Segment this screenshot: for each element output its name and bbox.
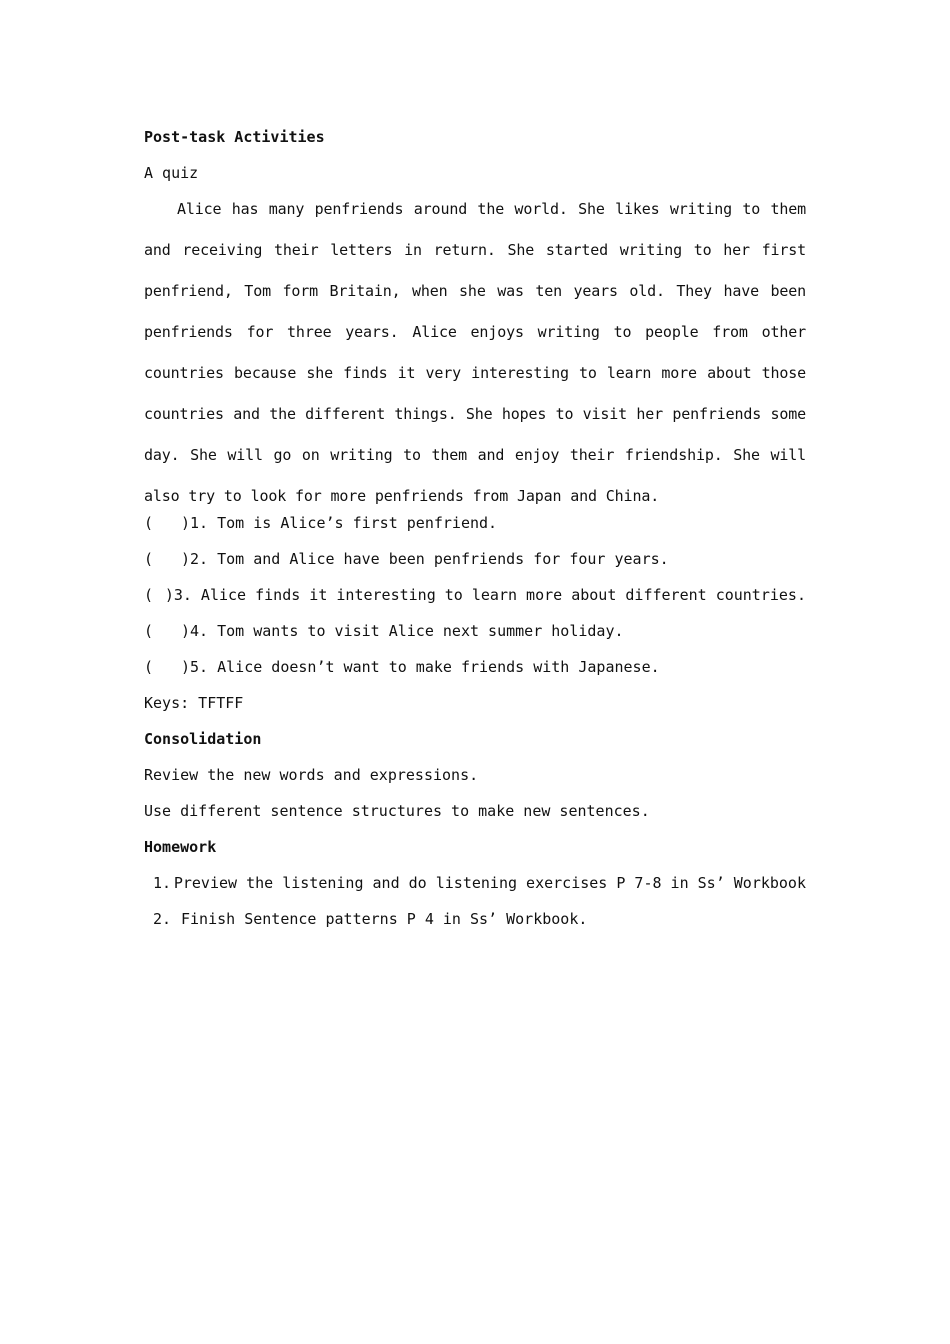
homework-item-number: 2. xyxy=(153,910,172,928)
quiz-statement: )5. Alice doesn’t want to make friends with Japanese. xyxy=(181,658,660,676)
homework-item-text: Finish Sentence patterns P 4 in Ss’ Workbook. xyxy=(181,910,588,928)
quiz-statement: )2. Tom and Alice have been penfriends for four years. xyxy=(181,550,669,568)
quiz-item xyxy=(144,584,806,606)
quiz-statement: )4. Tom wants to visit Alice next summer holiday. xyxy=(181,622,624,640)
quiz-statement: )1. Tom is Alice’s first penfriend. xyxy=(181,514,498,532)
homework-item-number: 1. xyxy=(153,874,172,892)
post-task-heading: Post-task Activities xyxy=(144,128,325,146)
quiz-item xyxy=(144,512,806,534)
quiz-subheading: A quiz xyxy=(144,164,199,182)
answer-blank: ( xyxy=(144,658,154,676)
homework-item-text: Preview the listening and do listening exercises P 7-8 in Ss’ Workbook xyxy=(173,874,806,892)
answer-blank: ( xyxy=(144,622,154,640)
document-page xyxy=(144,126,806,944)
homework-item xyxy=(144,908,806,930)
homework-item xyxy=(144,872,806,894)
quiz-item xyxy=(144,656,806,678)
quiz-item xyxy=(144,548,806,570)
consolidation-heading: Consolidation xyxy=(144,730,262,748)
consolidation-line: Review the new words and expressions. xyxy=(144,766,479,784)
answer-keys: Keys: TFTFF xyxy=(144,694,244,712)
homework-heading: Homework xyxy=(144,838,217,856)
answer-blank: ( xyxy=(144,550,154,568)
quiz-item xyxy=(144,620,806,642)
reading-passage: Alice has many penfriends around the world. She likes writing to them and receiving their letters in return. She started writing to her first penfriend, Tom form Britain, when she was ten years old. They have been penfriends for three years. Alice enjoys writing to people from other countries because she finds it very interesting to learn more about those countries and the different things. She hopes to visit her penfriends some day. She will go on writing to them and enjoy their friendship. She will also try to look for more penfriends from Japan and China. xyxy=(144,200,806,505)
consolidation-line: Use different sentence structures to make new sentences. xyxy=(144,802,650,820)
answer-blank: ( xyxy=(144,586,154,604)
quiz-statement: )3. Alice finds it interesting to learn more about different countries. xyxy=(164,586,806,604)
answer-blank: ( xyxy=(144,514,154,532)
